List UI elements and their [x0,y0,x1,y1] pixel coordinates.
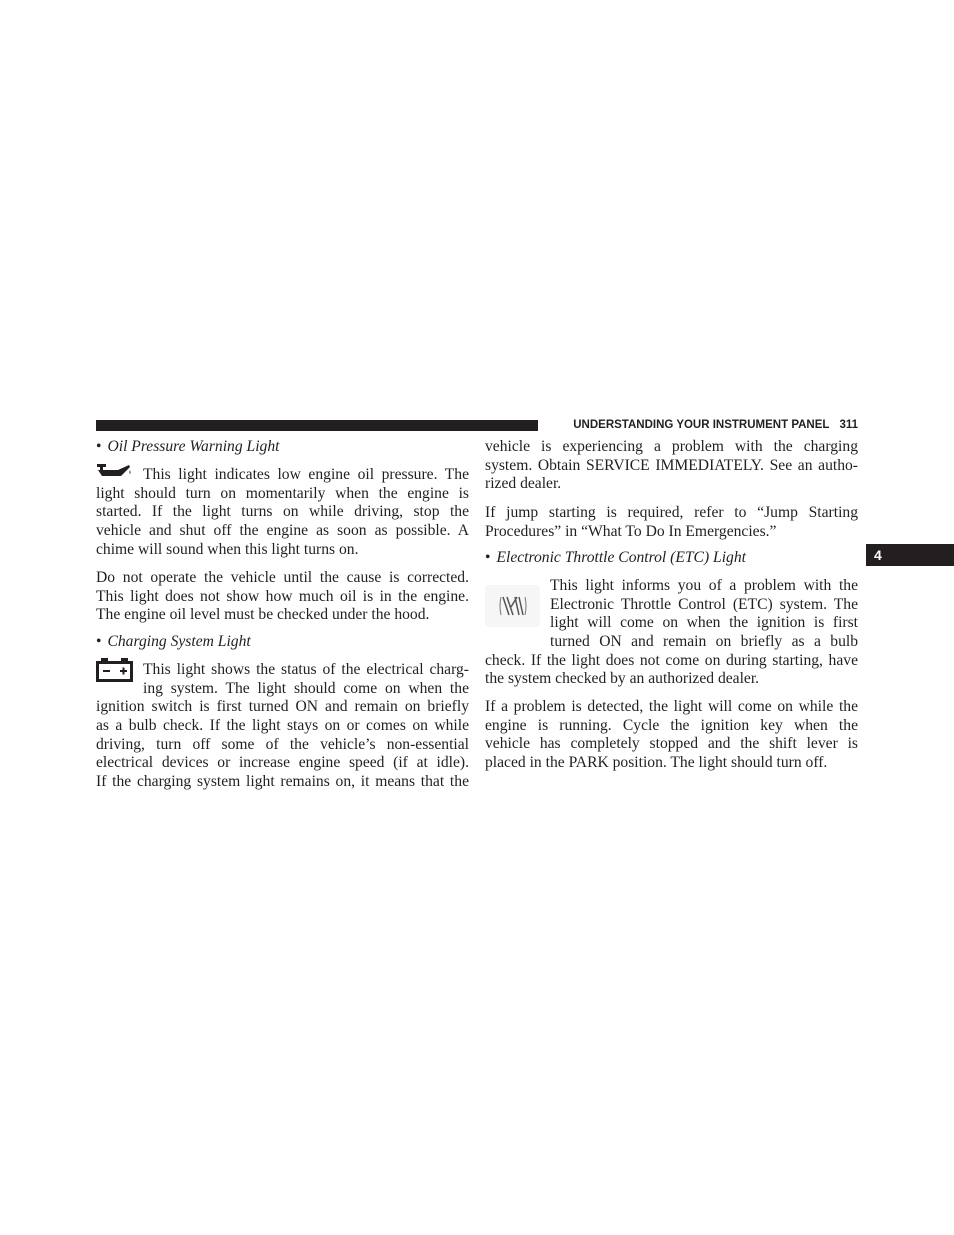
etc-problem-paragraph [485,698,858,773]
text-line: chime will sound when this light turns on. [96,540,359,558]
text-line: engine is running. Cycle the ignition key when the [485,716,858,734]
jump-start-paragraph [485,504,858,541]
oil-pressure-heading [96,438,469,457]
text-line: Do not operate the vehicle until the cause is corrected. [96,569,469,586]
text-line: This light indicates low engine oil pressure. The [143,466,469,483]
heading-text: Electronic Throttle Control (ETC) Light [496,549,746,566]
bullet: • [96,633,102,650]
text-line: If jump starting is required, refer to “Jump Starting [485,504,858,521]
text-line: ignition switch is first turned ON and remain on briefly [96,698,469,716]
text-line: driving, turn off some of the vehicle’s non-essential [96,735,469,753]
page-number: 311 [839,419,858,431]
text-line: This light informs you of a problem with the [550,577,858,594]
text-line: as a bulb check. If the light stays on or comes on while [96,716,469,734]
text-line: check. If the light does not come on during starting, have [485,651,858,669]
text-line: If the charging system light remains on, it means that the [96,772,469,790]
etc-paragraph [485,577,858,689]
text-line: Electronic Throttle Control (ETC) system. The [550,595,858,613]
chapter-number: 4 [874,547,882,563]
text-line: This light does not show how much oil is in the engine. [96,587,469,605]
text-line: vehicle has completely stopped and the shift lever is [485,735,858,753]
text-line: ing system. The light should come on when the [143,679,469,697]
section-title: UNDERSTANDING YOUR INSTRUMENT PANEL [573,419,830,431]
bullet: • [96,438,102,455]
text-line: vehicle is experiencing a problem with the charging [485,438,858,455]
heading-text: Charging System Light [107,633,251,650]
text-line: Procedures” in “What To Do In Emergencies.” [485,522,777,540]
text-line: The engine oil level must be checked under the hood. [96,606,430,624]
text-line: placed in the PARK position. The light should turn off. [485,753,828,771]
chapter-tab [866,544,954,566]
text-line: This light shows the status of the electrical charg- [143,661,469,678]
text-line: rized dealer. [485,475,562,493]
oil-level-paragraph [96,569,469,625]
text-line: vehicle and shut off the engine as soon as possible. A [96,521,469,539]
charging-system-heading [96,633,469,652]
text-line: If a problem is detected, the light will come on while the [485,698,858,715]
text-line: light should turn on momentarily when the engine is [96,484,469,502]
running-header [573,417,858,433]
charging-system-paragraph [96,661,469,791]
text-line: the system checked by an authorized dealer. [485,670,760,688]
bullet: • [485,549,491,566]
header-rule [96,420,538,431]
charging-continued-paragraph [485,438,858,494]
text-line: system. Obtain SERVICE IMMEDIATELY. See an autho- [485,456,858,474]
heading-text: Oil Pressure Warning Light [107,438,280,455]
oil-pressure-paragraph [96,466,469,559]
text-line: light will come on when the ignition is first [550,614,858,632]
text-line: started. If the light turns on while driving, stop the [96,503,469,521]
text-line: electrical devices or increase engine speed (if at idle). [96,754,469,772]
etc-heading [485,549,858,568]
text-line: turned ON and remain on briefly as a bulb [550,632,858,650]
